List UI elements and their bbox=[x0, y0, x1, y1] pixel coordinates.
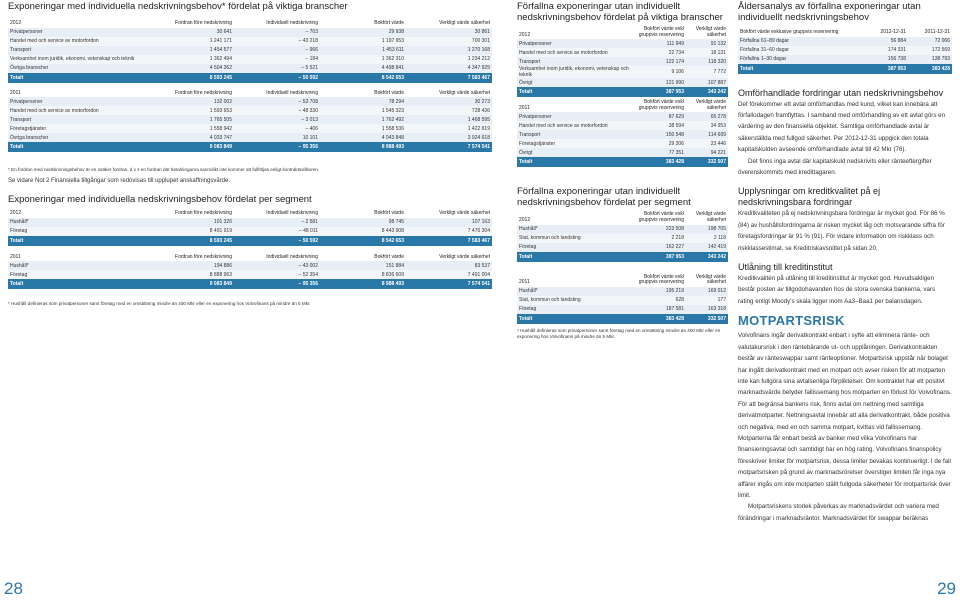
table-total-row-cell: 387 953 bbox=[635, 252, 686, 262]
table-row-cell: – 43 218 bbox=[234, 37, 320, 46]
table-row-cell: 1 454 577 bbox=[148, 46, 234, 55]
table-row-cell: Företag bbox=[8, 227, 148, 236]
table-row-cell: 156 738 bbox=[864, 55, 908, 64]
table-row-cell: 8 443 908 bbox=[320, 227, 406, 236]
table-row-cell: 1 545 323 bbox=[320, 106, 406, 115]
table-row-cell: 94 221 bbox=[686, 148, 728, 157]
table-row-cell: Handel med och service av motorfordon bbox=[517, 48, 635, 57]
table-row-cell: 138 793 bbox=[908, 55, 952, 64]
table-row-cell: – 5 521 bbox=[234, 64, 320, 73]
table-header-cell: Verkligt värde säkerhet bbox=[406, 210, 492, 218]
table-total-row-cell: – 95 356 bbox=[234, 279, 320, 289]
table-row-cell: Hushåll* bbox=[517, 287, 635, 296]
table-row-cell: – 184 bbox=[234, 55, 320, 64]
table-total-row bbox=[8, 142, 492, 152]
table-row-cell: 1 241 171 bbox=[148, 37, 234, 46]
table-row bbox=[8, 64, 492, 73]
table-total-row-cell: Totalt bbox=[8, 236, 148, 246]
table-row-cell: 30 641 bbox=[148, 28, 234, 37]
table-row-cell: 77 351 bbox=[635, 148, 686, 157]
table-header-cell: Verkligt värde säkerhet bbox=[406, 20, 492, 28]
table-row-cell: – 48 330 bbox=[234, 106, 320, 115]
table-row-cell: Hushåll* bbox=[8, 261, 148, 270]
table-row bbox=[517, 139, 728, 148]
table-total-row-cell: 387 953 bbox=[864, 64, 908, 74]
table-row-cell: 56 884 bbox=[864, 37, 908, 46]
table-row-cell: 10 101 bbox=[234, 133, 320, 142]
table-total-row bbox=[738, 64, 952, 74]
table-header bbox=[517, 274, 728, 287]
table-row bbox=[517, 305, 728, 314]
table-total-row bbox=[517, 252, 728, 262]
table-row bbox=[517, 130, 728, 139]
table-header-cell: Bokfört värde exkl gruppvis reservering bbox=[635, 211, 686, 224]
table-row bbox=[8, 106, 492, 115]
table-header bbox=[517, 26, 728, 39]
industry-2012-table bbox=[8, 20, 492, 83]
table-header bbox=[8, 210, 492, 218]
table-header-cell: 2012 bbox=[8, 20, 148, 28]
table-header-cell: Bokfört värde bbox=[320, 20, 406, 28]
table-row-cell: 169 012 bbox=[686, 287, 728, 296]
table-row-cell: Övrigt bbox=[517, 148, 635, 157]
table-header bbox=[8, 254, 492, 262]
table-row-cell: 728 436 bbox=[406, 106, 492, 115]
table-total-row-cell: 343 242 bbox=[686, 87, 728, 97]
table-row-cell: 174 331 bbox=[864, 46, 908, 55]
table-row-cell: Stat, kommun och landsting bbox=[517, 296, 635, 305]
table-row-cell: Företag bbox=[8, 270, 148, 279]
table-total-row-cell: 7 574 541 bbox=[406, 142, 492, 152]
table-header-cell: Fordran före nedskrivning bbox=[148, 210, 234, 218]
table-header-cell: Verkligt värde säkerhet bbox=[406, 90, 492, 98]
table-row bbox=[517, 234, 728, 243]
table-header-cell: 2011-12-31 bbox=[908, 29, 952, 37]
table-total-row-cell: 7 583 467 bbox=[406, 236, 492, 246]
overdue-segment-2012-table bbox=[517, 211, 728, 261]
table-row bbox=[517, 296, 728, 305]
table-header-cell: Bokfört värde bbox=[320, 210, 406, 218]
table-total-row-cell: Totalt bbox=[517, 252, 635, 262]
left-title: Exponeringar med individuella nedskrivningsbehov* fördelat på viktiga branscher bbox=[8, 1, 348, 12]
table-total-row bbox=[8, 73, 492, 83]
table-row-cell: 8 836 609 bbox=[320, 270, 406, 279]
table-row bbox=[8, 270, 492, 279]
table-total-row-cell: 8 988 493 bbox=[320, 142, 406, 152]
segment-title: Exponeringar med individuella nedskrivningsbehov fördelat per segment bbox=[8, 194, 312, 206]
table-row-cell: 195 219 bbox=[635, 287, 686, 296]
table-row-cell: Stat, kommun och landsting bbox=[517, 234, 635, 243]
footnote-uncertain-receivable: * En fordran med nedskrivningsbehov är en osäker fordran, d v s en fordran där betalningarna sannolikt inte kommer att fullföljas enligt kontraktsvillkoren. bbox=[8, 167, 320, 173]
table-header-cell: 2011 bbox=[517, 99, 635, 112]
table-row-cell: Privatpersoner bbox=[517, 112, 635, 121]
table-row-cell: 83 537 bbox=[406, 261, 492, 270]
footnote-household: * Hushåll definieras som privatpersoner samt företag med en omsättning mindre än 400 Mkr eller en exponering hos Volvofinans på mindre än 5 Mkr. bbox=[8, 301, 311, 307]
table-header-cell: 2011 bbox=[517, 274, 635, 287]
table-row-cell: Handel med och service av motorfordon bbox=[8, 106, 148, 115]
left-column bbox=[8, 0, 490, 307]
table-row-cell: – 966 bbox=[234, 46, 320, 55]
table-total-row-cell: 383 428 bbox=[908, 64, 952, 74]
table-row-cell: 4 498 841 bbox=[320, 64, 406, 73]
table-header-cell: Bokfört värde exkl gruppvis reservering bbox=[635, 99, 686, 112]
table-row-cell: 29 306 bbox=[635, 139, 686, 148]
table-header-cell: 2011 bbox=[8, 254, 148, 262]
table-row-cell: 9 106 bbox=[635, 66, 686, 78]
table-row-cell: 8 888 963 bbox=[148, 270, 234, 279]
table-total-row-cell: 8 542 653 bbox=[320, 236, 406, 246]
table-row-cell: Transport bbox=[8, 115, 148, 124]
table-total-row-cell: Totalt bbox=[8, 73, 148, 83]
table-row-cell: – 43 002 bbox=[234, 261, 320, 270]
table-row-cell: 4 504 362 bbox=[148, 64, 234, 73]
overdue-industry-2011-table bbox=[517, 99, 728, 167]
heading-lending-credit-institutions: Utlåning till kreditinstitut bbox=[738, 262, 833, 273]
table-row bbox=[8, 97, 492, 106]
table-header-cell: Bokfört värde exkl gruppvis reservering bbox=[635, 274, 686, 287]
table-row-cell: 7 772 bbox=[686, 66, 728, 78]
table-header-cell: Fordran före nedskrivning bbox=[148, 90, 234, 98]
table-total-row-cell: – 50 592 bbox=[234, 236, 320, 246]
table-row-cell: Privatpersoner bbox=[8, 97, 148, 106]
table-row-cell: 1 234 212 bbox=[406, 55, 492, 64]
table-row-cell: 8 491 919 bbox=[148, 227, 234, 236]
table-row-cell: 194 886 bbox=[148, 261, 234, 270]
table-header-cell: Verkligt värde säkerhet bbox=[686, 211, 728, 224]
table-row-cell: – 53 708 bbox=[234, 97, 320, 106]
table-row bbox=[8, 37, 492, 46]
table-total-row bbox=[8, 279, 492, 289]
table-row-cell: Förfallna 1–30 dagar bbox=[738, 55, 864, 64]
table-header-cell: Verkligt värde säkerhet bbox=[686, 274, 728, 287]
table-row-cell: 7 491 004 bbox=[406, 270, 492, 279]
table-row-cell: 38 594 bbox=[635, 121, 686, 130]
table-row-cell: 700 301 bbox=[406, 37, 492, 46]
table-row-cell: 177 bbox=[686, 296, 728, 305]
table-row-cell: Transport bbox=[517, 130, 635, 139]
table-row-cell: 1 558 536 bbox=[320, 124, 406, 133]
table-header-cell: Individuell nedskrivning bbox=[234, 90, 320, 98]
table-row-cell: 198 705 bbox=[686, 225, 728, 234]
table-row bbox=[517, 66, 728, 78]
table-row-cell: Transport bbox=[517, 57, 635, 66]
table-row-cell: Förfallna 31–60 dagar bbox=[738, 46, 864, 55]
table-total-row-cell: 8 542 653 bbox=[320, 73, 406, 83]
table-total-row-cell: 8 593 245 bbox=[148, 236, 234, 246]
segment-2011-table bbox=[8, 254, 492, 290]
table-row bbox=[8, 124, 492, 133]
table-row-cell: Företagstjänster bbox=[8, 124, 148, 133]
table-total-row bbox=[8, 236, 492, 246]
table-row-cell: 172 569 bbox=[908, 46, 952, 55]
table-row bbox=[8, 55, 492, 64]
right-title: Åldersanalys av förfallna exponeringar utan individuellt nedskrivningsbehov bbox=[738, 1, 921, 23]
table-header-cell: Bokfört värde bbox=[320, 254, 406, 262]
table-row-cell: 142 419 bbox=[686, 243, 728, 252]
para-no-writedown: Det finns inga avtal där kapitalskuld nedskrivits eller ränteeftergifter överenskommits med kredittagaren. bbox=[738, 157, 932, 177]
table-row-cell: 4 033 747 bbox=[148, 133, 234, 142]
table-row-cell: 91 132 bbox=[686, 39, 728, 48]
table-row-cell: Hushåll* bbox=[517, 225, 635, 234]
table-total-row-cell: 8 593 245 bbox=[148, 73, 234, 83]
table-total-row-cell: 332 507 bbox=[686, 314, 728, 324]
para-credit-quality: Kreditkvaliteten på ej nedskrivningsbara fordringar är mycket god. För 86 % (84) av hushållsfordringarna är risken mycket låg och motsvarande siffra för företagsfordringar är 91 % (91). För vidare information om riskklass och riskklassestimat, se Kreditriskavsnittet på sidan 20. bbox=[738, 210, 945, 252]
table-row-cell: 4 043 848 bbox=[320, 133, 406, 142]
page-number-left: 28 bbox=[4, 579, 23, 598]
segment-2012-table bbox=[8, 210, 492, 246]
table-row-cell: 1 362 310 bbox=[320, 55, 406, 64]
table-header-cell: Individuell nedskrivning bbox=[234, 254, 320, 262]
table-header-cell: Verkligt värde säkerhet bbox=[406, 254, 492, 262]
table-row bbox=[8, 261, 492, 270]
table-row bbox=[517, 39, 728, 48]
table-row-cell: 628 bbox=[635, 296, 686, 305]
table-row-cell: Företag bbox=[517, 243, 635, 252]
table-row-cell: Handel med och service av motorfordon bbox=[8, 37, 148, 46]
table-row bbox=[517, 243, 728, 252]
heading-counterparty-risk: MOTPARTSRISK bbox=[738, 313, 845, 329]
table-row-cell: Verksamhet inom juridik, ekonomi, vetenskap och teknik bbox=[517, 66, 635, 78]
table-row-cell: 3 924 618 bbox=[406, 133, 492, 142]
table-row bbox=[8, 115, 492, 124]
table-header bbox=[517, 99, 728, 112]
table-row-cell: 1 762 492 bbox=[320, 115, 406, 124]
table-header bbox=[738, 29, 952, 37]
table-total-row-cell: Totalt bbox=[8, 142, 148, 152]
table-row-cell: Företag bbox=[517, 305, 635, 314]
table-row bbox=[517, 112, 728, 121]
table-row-cell: – 406 bbox=[234, 124, 320, 133]
table-total-row bbox=[517, 87, 728, 97]
table-row-cell: 122 174 bbox=[635, 57, 686, 66]
table-row-cell: 223 508 bbox=[635, 225, 686, 234]
table-total-row-cell: 383 428 bbox=[635, 314, 686, 324]
table-total-row-cell: Totalt bbox=[8, 279, 148, 289]
table-header-cell: Bokfört värde exklusive gruppvis reservering bbox=[738, 29, 864, 37]
table-row-cell: 1 593 653 bbox=[148, 106, 234, 115]
table-header bbox=[8, 90, 492, 98]
table-row-cell: Förfallna 61–89 dagar bbox=[738, 37, 864, 46]
table-header-cell: Bokfört värde bbox=[320, 90, 406, 98]
table-row bbox=[517, 48, 728, 57]
table-header bbox=[517, 211, 728, 224]
table-row-cell: Företagstjänster bbox=[517, 139, 635, 148]
table-row-cell: 101 326 bbox=[148, 218, 234, 227]
table-row-cell: 150 548 bbox=[635, 130, 686, 139]
table-row-cell: Transport bbox=[8, 46, 148, 55]
table-row bbox=[517, 287, 728, 296]
table-total-row-cell: Totalt bbox=[517, 157, 635, 167]
para-counterparty-2: Motpartsriskens storlek påverkas av marknadsvärdet och variera med förändringar i marknadsräntor. Marknadsvärdet för swappar beräknas bbox=[738, 503, 939, 522]
table-row-cell: 1 270 168 bbox=[406, 46, 492, 55]
table-total-row-cell: – 95 356 bbox=[234, 142, 320, 152]
see-note-2: Se vidare Not 2 Finansiella tillgångar som redovisas till upplupet anskaffningsvärde. bbox=[8, 178, 231, 185]
table-header-cell: 2012 bbox=[517, 26, 635, 39]
age-analysis-table bbox=[738, 29, 952, 74]
table-row-cell: Hushåll* bbox=[8, 218, 148, 227]
table-row-cell: 65 278 bbox=[686, 112, 728, 121]
table-total-row-cell: 332 507 bbox=[686, 157, 728, 167]
table-total-row bbox=[517, 157, 728, 167]
table-total-row-cell: 7 574 541 bbox=[406, 279, 492, 289]
table-row-cell: Verksamhet inom juridik, ekonomi, vetenskap och teknik bbox=[8, 55, 148, 64]
table-total-row-cell: 343 242 bbox=[686, 252, 728, 262]
table-row-cell: 163 318 bbox=[686, 305, 728, 314]
table-row-cell: 87 629 bbox=[635, 112, 686, 121]
middle-column bbox=[517, 0, 728, 340]
table-row bbox=[738, 46, 952, 55]
table-row-cell: Övriga branscher bbox=[8, 133, 148, 142]
table-header-cell: Individuell nedskrivning bbox=[234, 20, 320, 28]
table-total-row-cell: – 50 592 bbox=[234, 73, 320, 83]
table-row-cell: 1 468 595 bbox=[406, 115, 492, 124]
table-row-cell: 1 453 611 bbox=[320, 46, 406, 55]
table-row-cell: Övrigt bbox=[517, 78, 635, 87]
table-header-cell: 2012 bbox=[8, 210, 148, 218]
table-row bbox=[8, 46, 492, 55]
table-row bbox=[8, 227, 492, 236]
table-header-cell: Verkligt värde säkerhet bbox=[686, 99, 728, 112]
heading-credit-quality: Upplysningar om kreditkvalitet på ej nedskrivningsbara fordringar bbox=[738, 186, 881, 208]
table-header-cell: Fordran före nedskrivning bbox=[148, 20, 234, 28]
para-renegotiated: Det förekommer ett avtal omförhandlas med kund, vilket kan innebära att förfallodagen framflyttas. I samband med omförhandling av ett avtal görs en värdering av den finansiella objektet. Samtliga omförhandlade avtal är säkerställda med fullgod säkerhet. Per 2012-12-31 uppgick den totala kapitalskulden avseende omförhandlade avtal till 42 Mkr (76). bbox=[738, 100, 946, 154]
page-number-right: 29 bbox=[937, 579, 956, 598]
table-row-cell: 30 861 bbox=[406, 28, 492, 37]
table-row-cell: Handel med och service av motorfordon bbox=[517, 121, 635, 130]
industry-2011-table bbox=[8, 90, 492, 153]
overdue-industry-2012-table bbox=[517, 26, 728, 97]
table-row-cell: – 3 013 bbox=[234, 115, 320, 124]
table-row-cell: 107 163 bbox=[406, 218, 492, 227]
table-header-cell: 2012 bbox=[517, 211, 635, 224]
table-row-cell: 23 446 bbox=[686, 139, 728, 148]
table-row-cell: 78 294 bbox=[320, 97, 406, 106]
table-row-cell: 29 938 bbox=[320, 28, 406, 37]
table-row bbox=[517, 225, 728, 234]
table-row-cell: 1 362 494 bbox=[148, 55, 234, 64]
table-row-cell: – 2 581 bbox=[234, 218, 320, 227]
table-row-cell: – 48 011 bbox=[234, 227, 320, 236]
table-row-cell: 132 002 bbox=[148, 97, 234, 106]
table-row-cell: 2 118 bbox=[686, 234, 728, 243]
table-row-cell: 1 765 505 bbox=[148, 115, 234, 124]
table-row-cell: 7 476 304 bbox=[406, 227, 492, 236]
table-total-row-cell: Totalt bbox=[738, 64, 864, 74]
table-row bbox=[8, 218, 492, 227]
table-total-row bbox=[517, 314, 728, 324]
table-total-row-cell: Totalt bbox=[517, 87, 635, 97]
right-column bbox=[738, 0, 952, 524]
table-total-row-cell: Totalt bbox=[517, 314, 635, 324]
table-total-row-cell: 8 988 493 bbox=[320, 279, 406, 289]
table-row-cell: 98 745 bbox=[320, 218, 406, 227]
table-header-cell: Verkligt värde säkerhet bbox=[686, 26, 728, 39]
table-row-cell: 187 581 bbox=[635, 305, 686, 314]
table-row-cell: 22 734 bbox=[635, 48, 686, 57]
table-header-cell: Fordran före nedskrivning bbox=[148, 254, 234, 262]
table-row-cell: 1 197 953 bbox=[320, 37, 406, 46]
table-row-cell: Privatpersoner bbox=[8, 28, 148, 37]
table-row bbox=[517, 57, 728, 66]
table-row-cell: 111 949 bbox=[635, 39, 686, 48]
para-lending: Kreditkvalitén på utlåning till kreditinstitut är mycket god. Huvudsakligen består posten av tillgodohavanden hos de stora svenska bankerna, vars rating enligt Moody's skala ligger inom Aa3–Baa1 per balansdagen. bbox=[738, 275, 936, 305]
table-row-cell: 151 884 bbox=[320, 261, 406, 270]
table-row-cell: 1 422 619 bbox=[406, 124, 492, 133]
table-row-cell: 162 227 bbox=[635, 243, 686, 252]
table-row-cell: – 52 354 bbox=[234, 270, 320, 279]
table-row-cell: 121 990 bbox=[635, 78, 686, 87]
middle-title: Förfallna exponeringar utan individuellt nedskrivningsbehov fördelat på viktiga branscher bbox=[517, 1, 723, 23]
table-total-row-cell: 387 953 bbox=[635, 87, 686, 97]
table-row bbox=[738, 37, 952, 46]
overdue-segment-2011-table bbox=[517, 274, 728, 324]
table-row-cell: 1 558 942 bbox=[148, 124, 234, 133]
table-header-cell: 2012-12-31 bbox=[864, 29, 908, 37]
table-row-cell: 72 066 bbox=[908, 37, 952, 46]
table-row-cell: 30 273 bbox=[406, 97, 492, 106]
table-total-row-cell: 9 083 849 bbox=[148, 279, 234, 289]
table-row-cell: 18 131 bbox=[686, 48, 728, 57]
table-total-row-cell: 383 428 bbox=[635, 157, 686, 167]
table-row bbox=[517, 148, 728, 157]
table-total-row-cell: 9 083 849 bbox=[148, 142, 234, 152]
table-row-cell: 34 953 bbox=[686, 121, 728, 130]
table-row-cell: 107 887 bbox=[686, 78, 728, 87]
table-header-cell: 2011 bbox=[8, 90, 148, 98]
table-row-cell: 114 609 bbox=[686, 130, 728, 139]
table-row bbox=[517, 78, 728, 87]
table-row bbox=[517, 121, 728, 130]
table-header bbox=[8, 20, 492, 28]
para-counterparty-1: Volvofinans ingår derivatkontrakt enbart i syfte att eliminera ränte- och valutakursrisk i den räntebärande ut- och upplåningen. Derivatkontrakten består av ränteswappar samt ränteoptioner. Motpartsrisk uppstår när bolaget har ingått derivatkontrakt med en motpart och avser risken för att motparten inte kan fullgöra sina avtalsenliga förpliktelser. Om kontraktet har ett positivt marknadsvärde betyder fallissemang hos motparten en förlust för Volvofinans. För att begränsa bankens risk, finns avtal om nettning med samtliga derivatmotparter. Nettningsavtal innebär att alla derivatkontrakt, både positiva och negativa, med en och samma motpart, kvittas vid fallissemang. Motparterna får enbart bestå av banker med vilka Volvofinans har finansieringsavtal och samtidigt har en hög rating. Volvofinans finanspolicy föreskriver limiter för motpartsrisk, dessa limiter bevakas kontinuerligt. I de fall motpartsrisken på grund av marknadsrörelser överstiger limiten får inga nya affärer ingås om inte motparten ställt fullgoda säkerheter för motpartsrisk över limit. bbox=[738, 332, 952, 499]
table-row bbox=[738, 55, 952, 64]
heading-renegotiated: Omförhandlade fordringar utan nedskrivningsbehov bbox=[738, 87, 944, 98]
table-row-cell: Övriga branscher bbox=[8, 64, 148, 73]
table-header-cell: Bokfört värde exkl gruppvis reservering bbox=[635, 26, 686, 39]
overdue-segment-title: Förfallna exponeringar utan individuellt nedskrivningsbehov fördelat per segment bbox=[517, 186, 691, 209]
table-row-cell: – 703 bbox=[234, 28, 320, 37]
table-row-cell: Privatpersoner bbox=[517, 39, 635, 48]
table-row-cell: 4 347 925 bbox=[406, 64, 492, 73]
table-row bbox=[8, 28, 492, 37]
table-total-row-cell: 7 583 467 bbox=[406, 73, 492, 83]
table-row-cell: 2 218 bbox=[635, 234, 686, 243]
middle-footnote-household: * Hushåll definieras som privatpersoner samt företag med en omsättning mindre än 400 Mkr eller en exponering hos Volvofinans på mindre än 5 Mkr. bbox=[517, 327, 721, 339]
table-row-cell: 118 320 bbox=[686, 57, 728, 66]
table-header-cell: Individuell nedskrivning bbox=[234, 210, 320, 218]
table-row bbox=[8, 133, 492, 142]
